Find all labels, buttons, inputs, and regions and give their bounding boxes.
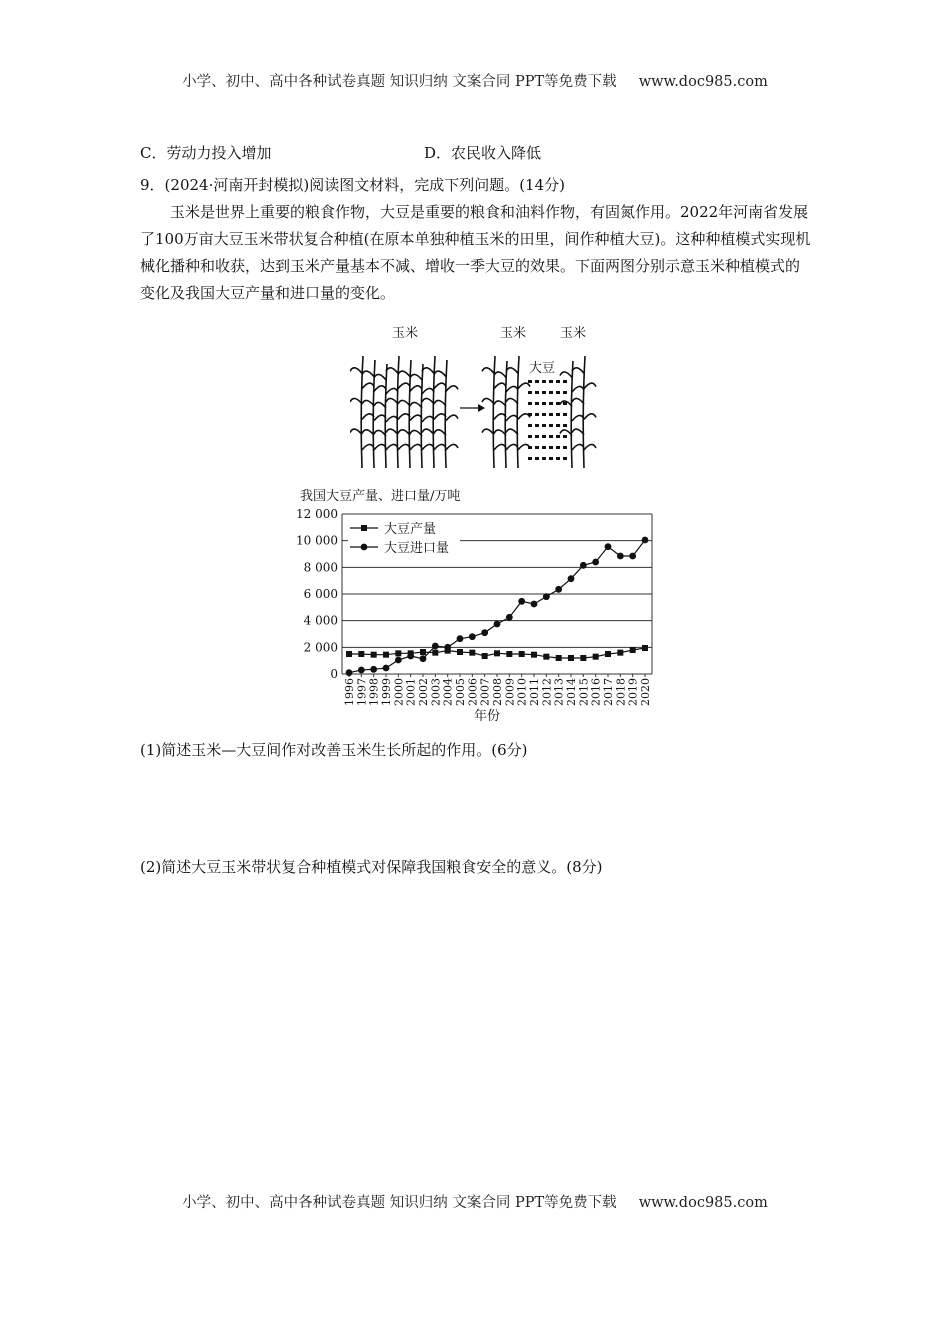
data-point-production (420, 649, 426, 655)
data-point-import (358, 667, 365, 674)
data-point-production (593, 654, 599, 660)
x-tick-label: 2009 (503, 678, 517, 706)
legend-label: 大豆进口量 (384, 541, 450, 556)
y-tick-label: 12 000 (296, 507, 338, 521)
corn-leaf (434, 371, 446, 377)
data-point-production (358, 651, 364, 657)
sub-question-1: (1)简述玉米—大豆间作对改善玉米生长所起的作用。(6分) (140, 741, 528, 759)
corn-leaf (584, 383, 596, 389)
data-point-import (642, 537, 649, 544)
data-point-production (432, 650, 438, 656)
y-tick-label: 0 (330, 667, 338, 681)
corn-leaf (482, 398, 494, 404)
x-tick-label: 2012 (540, 678, 554, 706)
corn-leaf (572, 415, 584, 421)
data-point-production (371, 652, 377, 658)
corn-leaf (572, 444, 584, 450)
corn-leaf (422, 429, 434, 435)
soybean-plant (542, 435, 546, 438)
x-tick-label: 2000 (392, 678, 406, 706)
x-tick-label: 2002 (417, 678, 430, 706)
x-tick-label: 2008 (491, 678, 504, 706)
corn-leaf (560, 372, 572, 378)
page-footer (0, 1191, 950, 1212)
data-point-import (617, 553, 624, 560)
corn-leaf (506, 429, 518, 435)
soybean-plant (528, 457, 532, 460)
soybean-plant (556, 457, 560, 460)
data-point-production (568, 655, 574, 661)
x-tick-label: 2007 (478, 678, 492, 706)
soybean-plant (528, 380, 532, 383)
data-point-production (543, 654, 549, 660)
x-tick-label: 2020 (639, 678, 652, 706)
soybean-plant (542, 413, 546, 416)
corn-leaf (350, 398, 362, 404)
data-point-production (617, 650, 623, 656)
corn-leaf (362, 383, 374, 389)
legend-label: 大豆产量 (384, 522, 437, 537)
soybean-plant (563, 424, 567, 427)
data-point-import (383, 665, 390, 672)
question-title: 9．(2024·河南开封模拟)阅读图文材料，完成下列问题。(14分) (140, 176, 565, 194)
soybean-plant (556, 402, 560, 405)
data-point-import (481, 629, 488, 636)
soybean-plant (563, 435, 567, 438)
x-tick-label: 2016 (589, 678, 603, 706)
corn-leaf (584, 414, 596, 420)
corn-leaf (374, 444, 386, 450)
data-point-import (346, 669, 353, 676)
x-tick-label: 2004 (441, 678, 455, 706)
soybean-plant (556, 446, 560, 449)
corn-leaf (494, 372, 506, 378)
data-point-production (383, 652, 389, 658)
corn-leaf (506, 368, 518, 374)
corn-leaf (422, 416, 434, 422)
soybean-plant (535, 457, 539, 460)
corn-leaf (374, 402, 386, 408)
corn-leaf (446, 444, 458, 450)
corn-leaf (572, 386, 584, 392)
data-point-import (420, 655, 427, 662)
corn-leaf (422, 368, 434, 374)
corn-leaf (398, 400, 410, 406)
corn-leaf (374, 386, 386, 392)
corn-leaf (398, 430, 410, 436)
corn-leaf (386, 368, 398, 374)
x-tick-label: 2001 (404, 678, 418, 706)
soybean-plant (528, 435, 532, 438)
soybean-rows-illustration (528, 380, 567, 460)
corn-leaf (362, 430, 374, 436)
data-point-import (580, 562, 587, 569)
corn-leaf (506, 398, 518, 404)
legend-marker (361, 544, 368, 551)
soybean-plant (549, 391, 553, 394)
question-passage (140, 199, 812, 307)
page-header (0, 70, 950, 91)
corn-leaf (572, 398, 584, 404)
data-point-import (432, 643, 439, 650)
corn-leaf (494, 401, 506, 407)
soybean-plant (535, 424, 539, 427)
corn-leaf (410, 374, 422, 380)
y-tick-label: 6 000 (303, 587, 338, 601)
footer-text: 小学、初中、高中各种试卷真题 知识归纳 文案合同 PPT等免费下载 (182, 1195, 617, 1211)
data-point-production (482, 653, 488, 659)
soybean-plant (563, 380, 567, 383)
soybean-plant (563, 391, 567, 394)
y-tick-label: 10 000 (296, 533, 338, 548)
x-tick-label: 2010 (515, 678, 529, 706)
corn-soybean-intercrop-illustration (482, 356, 596, 468)
x-tick-label: 2015 (577, 678, 591, 706)
corn-leaf (572, 368, 584, 374)
corn-leaf (422, 444, 434, 450)
soybean-plant (535, 435, 539, 438)
x-tick-label: 2019 (626, 678, 640, 706)
soybean-plant (549, 446, 553, 449)
soybean-plant (563, 402, 567, 405)
corn-monoculture-illustration (350, 356, 458, 468)
corn-leaf (584, 444, 596, 450)
x-tick-label: 2013 (552, 678, 566, 706)
soybean-plant (556, 435, 560, 438)
corn-leaf (398, 371, 410, 377)
soybean-plant (556, 413, 560, 416)
data-point-production (630, 647, 636, 653)
corn-leaf (494, 414, 506, 420)
data-point-import (629, 553, 636, 560)
soybean-plant (563, 413, 567, 416)
soybean-chart (290, 484, 690, 724)
soybean-plant (549, 413, 553, 416)
corn-leaf (446, 415, 458, 421)
corn-leaf (422, 398, 434, 404)
corn-leaf (362, 371, 374, 377)
data-point-import (531, 601, 538, 608)
planting-pattern-figure (350, 338, 610, 478)
corn-leaf (362, 414, 374, 420)
y-tick-label: 4 000 (303, 613, 338, 628)
soybean-plant (528, 391, 532, 394)
data-point-import (506, 614, 513, 621)
x-tick-label: 2005 (454, 678, 467, 706)
y-tick-label: 8 000 (303, 560, 338, 575)
data-point-import (457, 635, 464, 642)
data-point-production (469, 650, 475, 656)
chart-y-ticks (296, 507, 338, 681)
corn-leaf (434, 414, 446, 420)
header-site[interactable]: www.doc985.com (638, 74, 768, 90)
data-point-import (555, 586, 562, 593)
footer-site[interactable]: www.doc985.com (638, 1195, 768, 1211)
soybean-plant (528, 446, 532, 449)
corn-leaf (572, 429, 584, 435)
corn-leaf (362, 444, 374, 450)
corn-leaf (410, 402, 422, 408)
x-tick-label: 2003 (429, 678, 443, 706)
data-point-import (568, 575, 575, 582)
corn-leaf (410, 430, 422, 436)
data-point-production (457, 649, 463, 655)
option-c: C．劳动力投入增加 (140, 144, 272, 162)
corn-leaf (506, 444, 518, 450)
soybean-plant (535, 380, 539, 383)
corn-leaf (386, 398, 398, 404)
corn-leaf (506, 415, 518, 421)
x-tick-label: 2006 (466, 678, 480, 706)
data-point-import (407, 653, 414, 660)
data-point-production (519, 651, 525, 657)
corn-leaf (482, 368, 494, 374)
data-point-production (580, 655, 586, 661)
corn-leaf (434, 444, 446, 450)
soybean-plant (563, 457, 567, 460)
data-point-import (592, 559, 599, 566)
corn-leaf (482, 429, 494, 435)
data-point-production (494, 650, 500, 656)
corn-leaf (494, 444, 506, 450)
corn-leaf (374, 430, 386, 436)
passage-text: 玉米是世界上重要的粮食作物，大豆是重要的粮食和油料作物，有固氮作用。2022年河南省发展了100万亩大豆玉米带状复合种植(在原本单独种植玉米的田里，间作种植大豆)。这种种植模式实现机械化播种和收获，达到玉米产量基本不减、增收一季大豆的效果。下面两图分别示意玉米种植模式的变化及我国大豆产量和进口量的变化。 (140, 203, 811, 302)
x-tick-label: 1999 (380, 678, 393, 706)
option-d: D．农民收入降低 (424, 144, 542, 162)
arrow-icon (460, 404, 485, 412)
soybean-plant (528, 402, 532, 405)
legend-marker (361, 525, 367, 531)
soybean-plant (542, 391, 546, 394)
corn-leaf (446, 386, 458, 392)
corn-leaf (386, 388, 398, 394)
corn-leaf (386, 429, 398, 435)
fig1-label-corn-left: 玉米 (392, 326, 419, 341)
soybean-plant (542, 446, 546, 449)
corn-leaf (350, 429, 362, 435)
corn-leaf (386, 444, 398, 450)
data-point-production (642, 645, 648, 651)
corn-leaf (410, 415, 422, 421)
chart-x-label: 年份 (473, 709, 501, 724)
corn-leaf (374, 415, 386, 421)
corn-leaf (374, 374, 386, 380)
soybean-plant (549, 435, 553, 438)
data-point-import (605, 543, 612, 550)
data-point-production (506, 651, 512, 657)
data-point-import (370, 666, 377, 673)
x-tick-label: 1998 (367, 678, 381, 706)
data-point-import (444, 644, 451, 651)
soybean-plant (535, 402, 539, 405)
corn-leaf (434, 430, 446, 436)
fig1-label-soybean: 大豆 (528, 357, 556, 376)
soybean-plant (542, 457, 546, 460)
soybean-plant (535, 413, 539, 416)
sub-question-2: (2)简述大豆玉米带状复合种植模式对保障我国粮食安全的意义。(8分) (140, 858, 603, 876)
soybean-plant (549, 402, 553, 405)
soybean-plant (556, 380, 560, 383)
corn-leaf (398, 444, 410, 450)
chart-x-ticks (343, 674, 652, 706)
soybean-plant (549, 457, 553, 460)
x-tick-label: 2011 (528, 678, 541, 706)
corn-leaf (410, 386, 422, 392)
soybean-plant (556, 424, 560, 427)
corn-leaf (560, 430, 572, 436)
corn-leaf (506, 386, 518, 392)
fig1-label-corn-right: 玉米 (560, 326, 587, 341)
soybean-plant (563, 446, 567, 449)
chart-legend (348, 519, 460, 556)
corn-leaf (434, 383, 446, 389)
data-point-production (605, 651, 611, 657)
data-point-production (346, 651, 352, 657)
fig1-label-corn-mid: 玉米 (500, 326, 527, 341)
x-tick-label: 2014 (565, 678, 578, 706)
soybean-plant (549, 380, 553, 383)
chart-series (346, 537, 649, 676)
soybean-plant (535, 391, 539, 394)
corn-leaf (398, 414, 410, 420)
chart-title: 我国大豆产量、进口量/万吨 (300, 489, 461, 504)
corn-leaf (362, 400, 374, 406)
soybean-plant (556, 391, 560, 394)
data-point-production (556, 655, 562, 661)
soybean-plant (542, 380, 546, 383)
soybean-plant (528, 424, 532, 427)
header-text: 小学、初中、高中各种试卷真题 知识归纳 文案合同 PPT等免费下载 (182, 74, 617, 90)
x-tick-label: 2017 (602, 678, 615, 706)
soybean-plant (549, 424, 553, 427)
soybean-plant (542, 424, 546, 427)
corn-leaf (434, 400, 446, 406)
corn-leaf (386, 416, 398, 422)
data-point-import (518, 598, 525, 605)
corn-leaf (518, 383, 530, 389)
corn-leaf (350, 368, 362, 374)
soybean-plant (542, 402, 546, 405)
data-point-import (494, 621, 501, 628)
soybean-plant (528, 413, 532, 416)
soybean-plant (535, 446, 539, 449)
data-point-production (395, 650, 401, 656)
x-tick-label: 2018 (614, 678, 628, 706)
x-tick-label: 1997 (355, 678, 369, 706)
corn-leaf (410, 444, 422, 450)
data-point-import (469, 633, 476, 640)
y-tick-label: 2 000 (303, 640, 338, 655)
corn-leaf (422, 388, 434, 394)
data-point-import (543, 593, 550, 600)
corn-leaf (494, 383, 506, 389)
corn-leaf (398, 383, 410, 389)
corn-leaf (494, 430, 506, 436)
data-point-import (395, 657, 402, 664)
x-tick-label: 1996 (343, 678, 356, 706)
data-point-production (531, 652, 537, 658)
